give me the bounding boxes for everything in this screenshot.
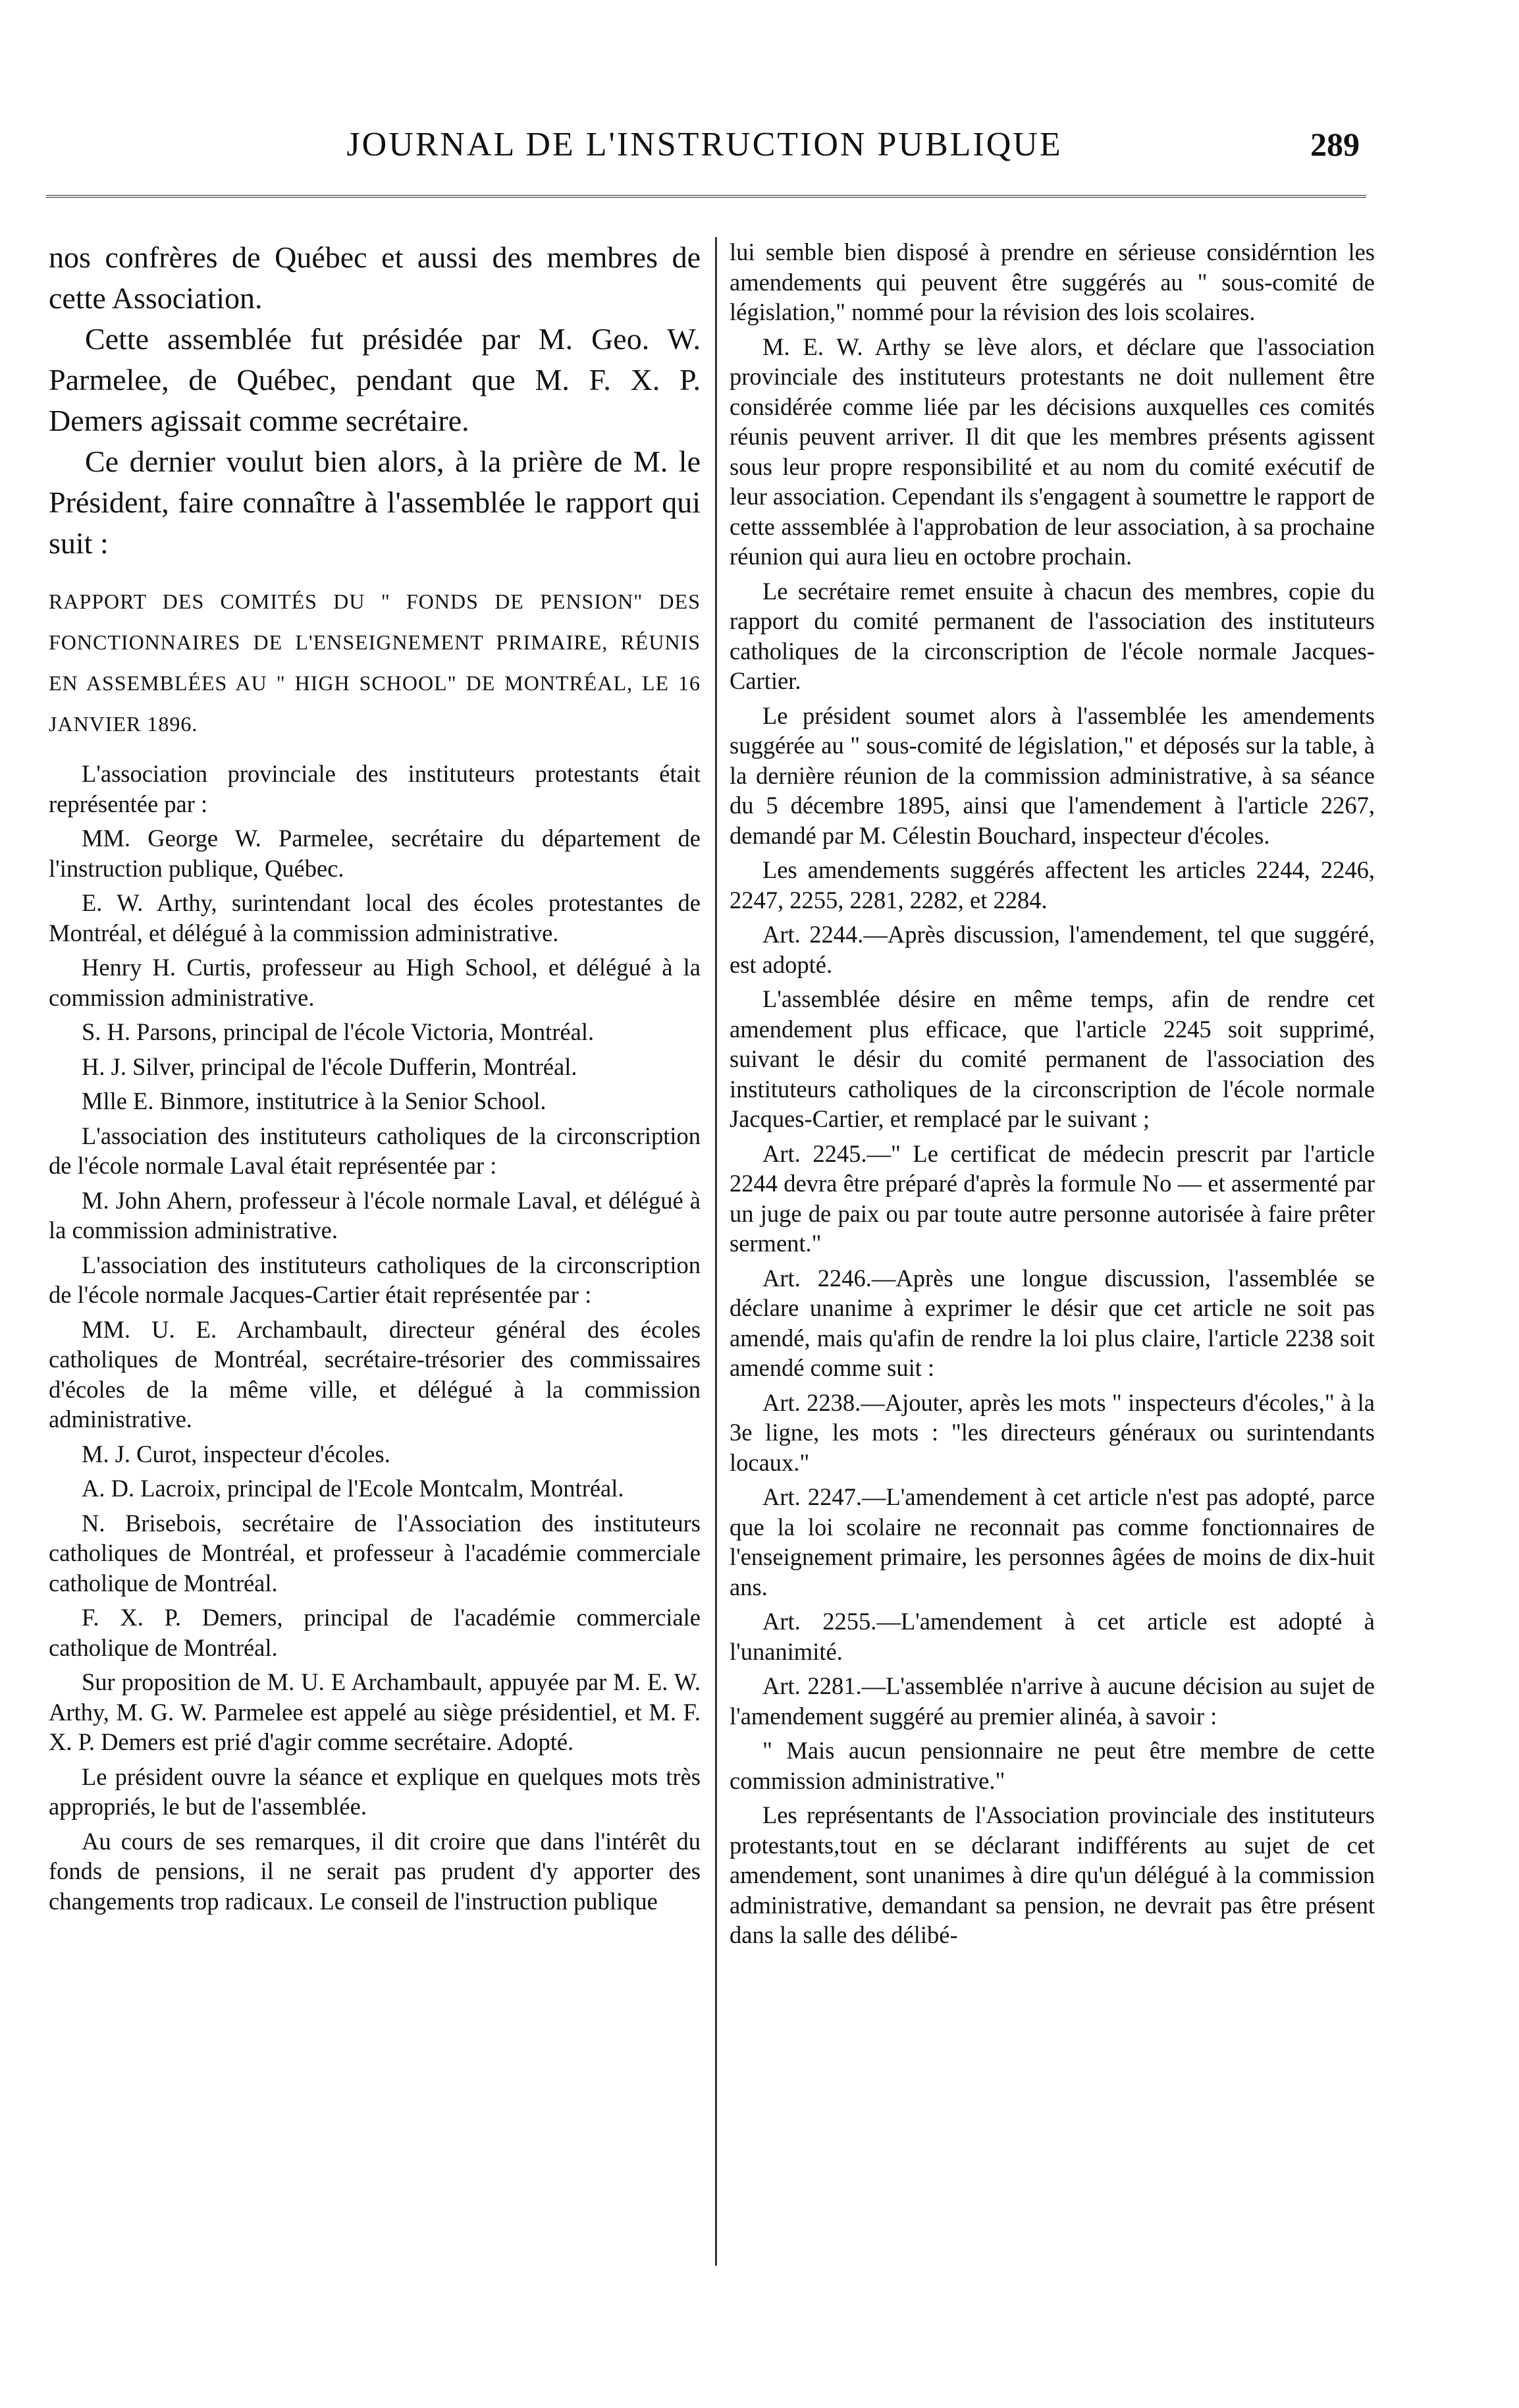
paragraph: Mlle E. Binmore, institutrice à la Senior School. [82,1087,546,1114]
paragraph: Le secrétaire remet ensuite à chacun des membres, copie du rapport du comité permanent de l'association des instituteurs catholiques de la circonscription de l'école normale Jacques-Cartier. [730,577,1375,694]
paragraph: S. H. Parsons, principal de l'école Victoria, Montréal. [82,1018,595,1045]
paragraph: " Mais aucun pensionnaire ne peut être membre de cette commission administrative." [730,1737,1375,1794]
paragraph: lui semble bien disposé à prendre en sérieuse considérntion les amendements qui peuvent être suggérés au " sous-comité de législation," nommé pour la révision des lois scolaires. [730,238,1375,325]
paragraph: Art. 2246.—Après une longue discussion, l'assemblée se déclare unanime à exprimer le désir que cet article ne soit pas amendé, mais qu'afin de rendre la loi plus claire, l'article 2238 soit amendé comme suit : [730,1264,1375,1381]
report-heading: RAPPORT DES COMITÉS DU " FONDS DE PENSION" DES FONCTIONNAIRES DE L'ENSEIGNEMENT PRIMAIRE, RÉUNIS EN ASSEMBLÉES AU " HIGH SCHOOL" DE MONTRÉAL, LE 16 JANVIER 1896. [49,589,701,736]
page-header [0,125,1519,178]
paragraph: L'association des instituteurs catholiques de la circonscription de l'école normale Jacques-Cartier était représentée par : [49,1251,701,1308]
paragraph: L'assemblée désire en même temps, afin de rendre cet amendement plus efficace, que l'article 2245 soit supprimé, suivant le désir du comité permanent de l'association des instituteurs catholiques de la circonscription de l'école normale Jacques-Cartier, et remplacé par le suivant ; [730,985,1375,1132]
paragraph: MM. U. E. Archambault, directeur général des écoles catholiques de Montréal, secrétaire-trésorier des commissaires d'écoles de la même ville, et délégué à la commission administrative. [49,1315,701,1433]
paragraph: L'association des instituteurs catholiques de la circonscription de l'école normale Laval était représentée par : [49,1122,701,1179]
paragraph: N. Brisebois, secrétaire de l'Association des instituteurs catholiques de Montréal, et professeur à l'académie commerciale catholique de Montréal. [49,1509,701,1597]
paragraph: Art. 2247.—L'amendement à cet article n'est pas adopté, parce que la loi scolaire ne reconnait pas comme fonctionnaires de l'enseignement primaire, les personnes âgées de moins de dix-huit ans. [730,1483,1375,1601]
paragraph: Les représentants de l'Association provinciale des instituteurs protestants,tout en se déclarant indifférents au sujet de cet amendement, sont unanimes à dire qu'un délégué à la commission administrative, demandant sa pension, ne devrait pas être présent dans la salle des délibé- [730,1801,1375,1948]
column-divider [715,237,717,2266]
paragraph: F. X. P. Demers, principal de l'académie commerciale catholique de Montréal. [49,1604,701,1661]
paragraph: MM. George W. Parmelee, secrétaire du département de l'instruction publique, Québec. [49,825,701,882]
paragraph: Les amendements suggérés affectent les articles 2244, 2246, 2247, 2255, 2281, 2282, et 2284. [730,856,1375,914]
paragraph: Sur proposition de M. U. E Archambault, appuyée par M. E. W. Arthy, M. G. W. Parmelee est appelé au siège présidentiel, et M. F. X. P. Demers est prié d'agir comme secrétaire. Adopté. [49,1668,701,1755]
intro-block [49,237,701,564]
paragraph: Le président ouvre la séance et explique en quelques mots très appropriés, le but de l'assemblée. [49,1763,701,1820]
paragraph: Art. 2255.—L'amendement à cet article est adopté à l'unanimité. [730,1608,1375,1665]
paragraph: E. W. Arthy, surintendant local des écoles protestantes de Montréal, et délégué à la commission administrative. [49,889,701,946]
paragraph: Art. 2238.—Ajouter, après les mots " inspecteurs d'écoles," à la 3e ligne, les mots : "les directeurs généraux ou surintendants locaux." [730,1388,1375,1476]
paragraph: L'association provinciale des instituteurs protestants était représentée par : [49,760,701,817]
paragraph: Le président soumet alors à l'assemblée les amendements suggérée au " sous-comité de législation," et déposés sur la table, à la dernière réunion de la commission administrative, à sa séance du 5 décembre 1895, ainsi que l'amendement à l'article 2267, demandé par M. Célestin Bouchard, inspecteur d'écoles. [730,701,1375,849]
paragraph: M. John Ahern, professeur à l'école normale Laval, et délégué à la commission administrative. [49,1186,701,1244]
paragraph: Art. 2245.—" Le certificat de médecin prescrit par l'article 2244 devra être préparé d'après la formule No — et assermenté par un juge de paix ou par toute autre personne autorisée à faire prêter serment." [730,1139,1375,1257]
intro-paragraph: Cette assemblée fut présidée par M. Geo. W. Parmelee, de Québec, pendant que M. F. X. P. Demers agissait comme secrétaire. [49,322,701,437]
left-column [49,237,701,2279]
paragraph: Henry H. Curtis, professeur au High School, et délégué à la commission administrative. [49,954,701,1011]
paragraph: Art. 2281.—L'assemblée n'arrive à aucune décision au sujet de l'amendement suggéré au premier alinéa, à savoir : [730,1672,1375,1730]
intro-paragraph: Ce dernier voulut bien alors, à la prière de M. le Président, faire connaître à l'assemblée le rapport qui suit : [49,445,701,560]
paragraph: M. E. W. Arthy se lève alors, et déclare que l'association provinciale des instituteurs protestants ne doit nullement être considérée comme liée par les décisions auxquelles ces comités réunis peuvent arriver. Il dit que les membres présents agissent sous leur propre responsibilité et au nom du comité exécutif de leur association. Cependant ils s'engagent à soumettre le rapport de cette asssemblée à l'approbation de leur association, à sa prochaine réunion qui aura lieu en octobre prochain. [730,333,1375,570]
right-column [730,237,1375,2279]
left-body [49,759,701,1916]
paragraph: A. D. Lacroix, principal de l'Ecole Montcalm, Montréal. [82,1475,624,1502]
paragraph: Au cours de ses remarques, il dit croire que dans l'intérêt du fonds de pensions, il ne serait pas prudent d'y apporter des changements trop radicaux. Le conseil de l'instruction publique [49,1827,701,1915]
paragraph: H. J. Silver, principal de l'école Dufferin, Montréal. [82,1053,577,1080]
header-rule [46,195,1366,198]
paragraph: Art. 2244.—Après discussion, l'amendement, tel que suggéré, est adopté. [730,921,1375,978]
paragraph: M. J. Curot, inspecteur d'écoles. [82,1440,390,1467]
page-number: 289 [1310,126,1360,163]
intro-paragraph: nos confrères de Québec et aussi des membres de cette Association. [49,240,701,315]
running-title: JOURNAL DE L'INSTRUCTION PUBLIQUE [346,126,1063,163]
right-body [730,237,1375,1950]
